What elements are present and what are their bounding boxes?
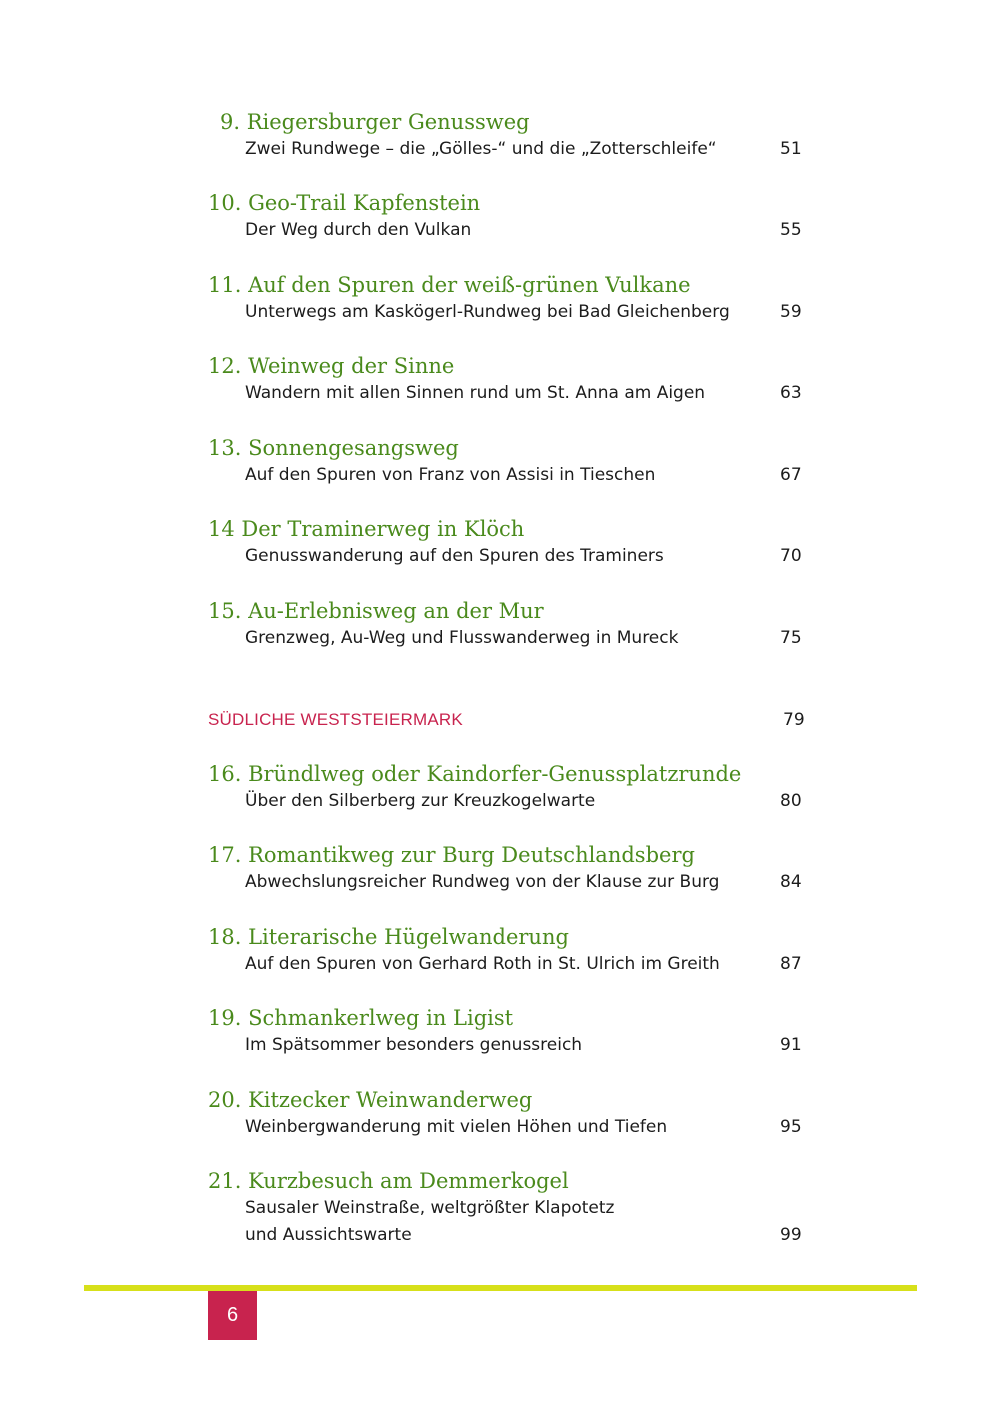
entry-title: 21. Kurzbesuch am Demmerkogel bbox=[208, 1169, 569, 1193]
entry-page-number: 95 bbox=[780, 1117, 802, 1137]
entry-subtitle: Auf den Spuren von Gerhard Roth in St. Ulrich im Greith bbox=[245, 954, 720, 974]
entry-subtitle: Grenzweg, Au-Weg und Flusswanderweg in Mureck bbox=[245, 628, 679, 648]
entry-page-number: 75 bbox=[780, 628, 802, 648]
page-number-badge: 6 bbox=[208, 1291, 257, 1340]
entry-title: 12. Weinweg der Sinne bbox=[208, 354, 455, 378]
section-page-number: 79 bbox=[783, 710, 805, 730]
entry-subtitle: Weinbergwanderung mit vielen Höhen und Tiefen bbox=[245, 1117, 668, 1137]
entry-page-number: 99 bbox=[780, 1225, 802, 1245]
entry-subtitle: Im Spätsommer besonders genussreich bbox=[245, 1035, 583, 1055]
entry-title: 18. Literarische Hügelwanderung bbox=[208, 925, 569, 949]
entry-title: 10. Geo-Trail Kapfenstein bbox=[208, 191, 481, 215]
entry-subtitle: Sausaler Weinstraße, weltgrößter Klapotetz bbox=[245, 1198, 615, 1218]
entry-subtitle-continued: und Aussichtswarte bbox=[245, 1225, 412, 1245]
entry-title: 13. Sonnengesangsweg bbox=[208, 436, 459, 460]
entry-page-number: 70 bbox=[780, 546, 802, 566]
entry-subtitle: Über den Silberberg zur Kreuzkogelwarte bbox=[245, 791, 596, 811]
entry-subtitle: Abwechslungsreicher Rundweg von der Klause zur Burg bbox=[245, 872, 720, 892]
entry-title: 15. Au-Erlebnisweg an der Mur bbox=[208, 599, 544, 623]
entry-page-number: 63 bbox=[780, 383, 802, 403]
entry-page-number: 51 bbox=[780, 139, 802, 159]
entry-page-number: 67 bbox=[780, 465, 802, 485]
entry-title: 20. Kitzecker Weinwanderweg bbox=[208, 1088, 533, 1112]
section-heading[interactable]: SÜDLICHE WESTSTEIERMARK bbox=[208, 710, 463, 729]
entry-title: 9. Riegersburger Genussweg bbox=[220, 110, 530, 134]
entry-page-number: 80 bbox=[780, 791, 802, 811]
entry-page-number: 59 bbox=[780, 302, 802, 322]
entry-page-number: 91 bbox=[780, 1035, 802, 1055]
entry-title: 16. Bründlweg oder Kaindorfer-Genussplatzrunde bbox=[208, 762, 742, 786]
entry-subtitle: Auf den Spuren von Franz von Assisi in Tieschen bbox=[245, 465, 656, 485]
entry-page-number: 55 bbox=[780, 220, 802, 240]
entry-subtitle: Genusswanderung auf den Spuren des Traminers bbox=[245, 546, 664, 566]
entry-title: 17. Romantikweg zur Burg Deutschlandsberg bbox=[208, 843, 695, 867]
entry-title: 19. Schmankerlweg in Ligist bbox=[208, 1006, 514, 1030]
entry-title: 11. Auf den Spuren der weiß-grünen Vulkane bbox=[208, 273, 691, 297]
entry-subtitle: Wandern mit allen Sinnen rund um St. Anna am Aigen bbox=[245, 383, 706, 403]
entry-title: 14 Der Traminerweg in Klöch bbox=[208, 517, 525, 541]
entry-subtitle: Zwei Rundwege – die „Gölles-“ und die „Zotterschleife“ bbox=[245, 139, 717, 159]
entry-subtitle: Der Weg durch den Vulkan bbox=[245, 220, 472, 240]
entry-page-number: 87 bbox=[780, 954, 802, 974]
entry-subtitle: Unterwegs am Kaskögerl-Rundweg bei Bad Gleichenberg bbox=[245, 302, 730, 322]
entry-page-number: 84 bbox=[780, 872, 802, 892]
